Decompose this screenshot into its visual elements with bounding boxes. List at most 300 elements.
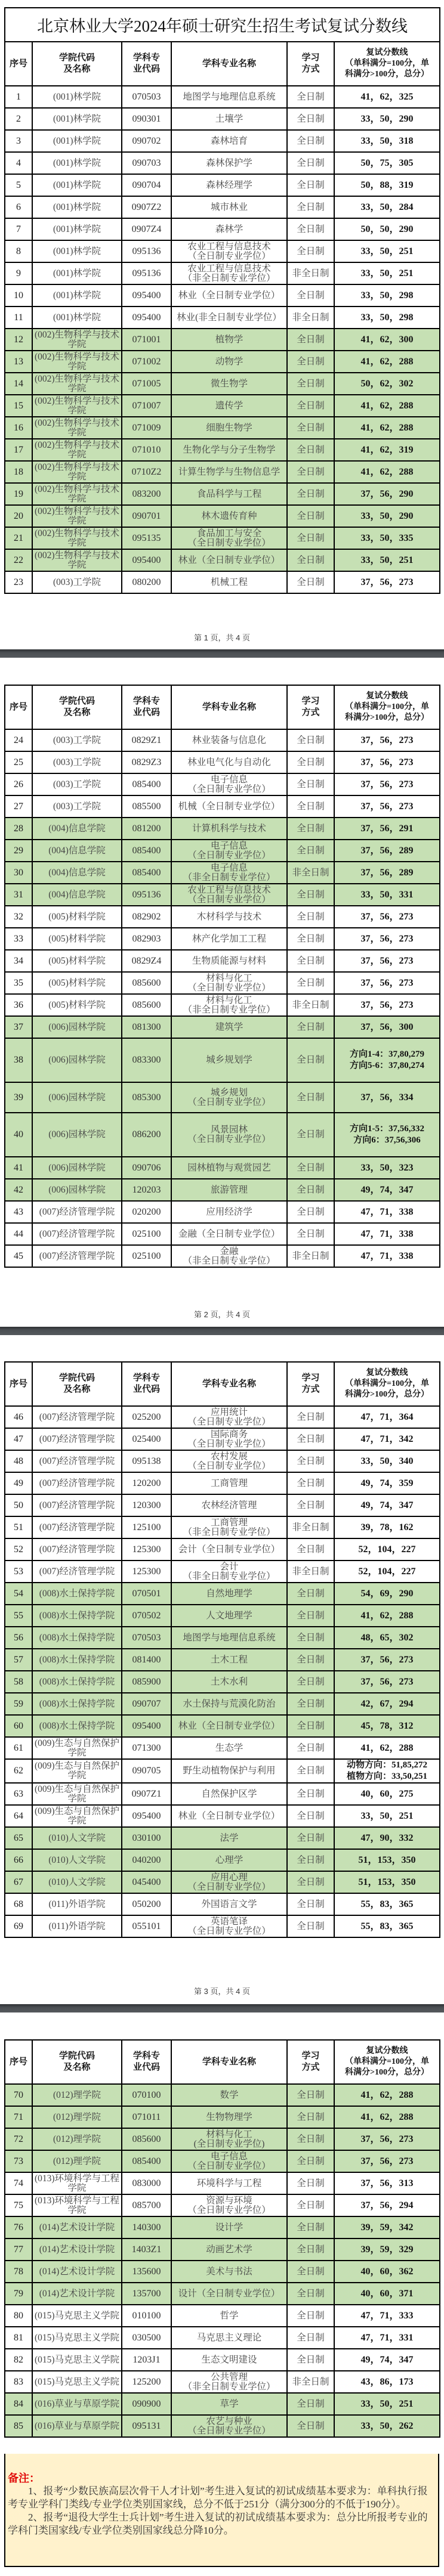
cell-college: (001)林学院 [32,284,122,306]
cell-major: 环境科学与工程 [171,2172,287,2194]
cell-college: (005)材料学院 [32,906,122,928]
table-body-page-1 [5,86,440,593]
cell-major: 农业工程与信息技术 （非全日制专业学位） [171,262,287,284]
cell-major: 林产化学加工工程 [171,928,287,950]
cell-code: 045400 [122,1871,171,1893]
table-row [5,461,440,483]
cell-score: 方向1-5：37,56,332 方向6：37,56,306 [334,1113,440,1157]
table-row [5,1783,440,1805]
cell-score: 41，62，288 [334,2084,440,2106]
cell-major: 金融 （非全日制专业学位） [171,1245,287,1267]
cell-code: 095136 [122,884,171,906]
cell-mode: 全日制 [287,2238,334,2261]
table-row [5,284,440,306]
cell-no: 8 [5,240,32,262]
cell-major: 电子信息 （非全日制专业学位） [171,862,287,884]
cell-major: 机械（全日制专业学位） [171,795,287,818]
cell-code: 025400 [122,1428,171,1450]
cell-college: (006)园林学院 [32,1038,122,1082]
cell-score: 33，50，335 [334,527,440,549]
cell-score: 37，56，273 [334,751,440,773]
cell-mode: 全日制 [287,505,334,527]
cell-college: (001)林学院 [32,240,122,262]
table-header [5,685,440,729]
table-row [5,1649,440,1671]
cell-major: 应用统计 （全日制专业学位） [171,1406,287,1428]
cell-code: 071011 [122,2106,171,2128]
header-row [5,1362,440,1406]
cell-code: 0710Z2 [122,461,171,483]
cell-score: 41，62，325 [334,86,440,108]
cell-major: 林业(非全日制专业学位） [171,306,287,329]
table-row [5,1561,440,1583]
cell-college: (009)生态与自然保护学院 [32,1805,122,1827]
cell-mode: 全日制 [287,1583,334,1605]
cell-no: 38 [5,1038,32,1082]
cell-score: 50，62，302 [334,373,440,395]
cell-mode: 全日制 [287,950,334,972]
cell-no: 57 [5,1649,32,1671]
cell-mode: 全日制 [287,1605,334,1627]
cell-college: (008)水土保持学院 [32,1715,122,1737]
cell-mode: 非全日制 [287,1245,334,1267]
cell-code: 120300 [122,1494,171,1516]
table-row [5,1737,440,1759]
cell-no: 51 [5,1516,32,1538]
cell-mode: 全日制 [287,2415,334,2437]
cell-college: (002)生物科学与技术学院 [32,461,122,483]
table-row [5,2349,440,2371]
cell-code: 085900 [122,1671,171,1693]
cell-college: (010)人文学院 [32,1849,122,1871]
cell-score: 40，60，371 [334,2283,440,2305]
table-row [5,1627,440,1649]
cell-score: 37，56，273 [334,972,440,994]
cell-no: 63 [5,1783,32,1805]
cell-code: 095400 [122,284,171,306]
cell-college: (008)水土保持学院 [32,1605,122,1627]
cell-major: 食品科学与工程 [171,483,287,505]
cell-major: 土木水利 [171,1671,287,1693]
cell-college: (007)经济管理学院 [32,1245,122,1267]
cell-college: (002)生物科学与技术学院 [32,329,122,351]
cell-college: (007)经济管理学院 [32,1561,122,1583]
table-row [5,174,440,196]
header-row [5,2040,440,2084]
cell-college: (004)信息学院 [32,840,122,862]
cell-code: 082903 [122,928,171,950]
cell-code: 081400 [122,1649,171,1671]
table-row [5,395,440,417]
cell-code: 020200 [122,1201,171,1223]
cell-mode: 非全日制 [287,1516,334,1538]
cell-code: 0829Z1 [122,729,171,751]
table-row [5,2238,440,2261]
cell-college: (002)生物科学与技术学院 [32,527,122,549]
cell-college: (014)艺术设计学院 [32,2261,122,2283]
cell-no: 72 [5,2128,32,2150]
table-row [5,972,440,994]
cell-major: 细胞生物学 [171,417,287,439]
cell-college: (014)艺术设计学院 [32,2238,122,2261]
cell-code: 040200 [122,1849,171,1871]
table-row [5,950,440,972]
cell-score: 37，56，334 [334,1082,440,1113]
cell-code: 070100 [122,2084,171,2106]
cell-major: 林业装备与信息化 [171,729,287,751]
table-row [5,1915,440,1937]
cell-mode: 全日制 [287,1783,334,1805]
cell-major: 工商管理 （非全日制专业学位） [171,1516,287,1538]
cell-score: 42，67，294 [334,1693,440,1715]
cell-college: (010)人文学院 [32,1871,122,1893]
cell-code: 085600 [122,994,171,1016]
cell-code: 025200 [122,1406,171,1428]
cell-college: (014)艺术设计学院 [32,2216,122,2238]
cell-code: 120203 [122,1179,171,1201]
cell-college: (007)经济管理学院 [32,1472,122,1494]
cell-college: (004)信息学院 [32,862,122,884]
table-row [5,2194,440,2216]
cell-no: 22 [5,549,32,571]
cell-code: 0907Z2 [122,196,171,218]
cell-score: 49，74，359 [334,1472,440,1494]
cell-college: (001)林学院 [32,108,122,130]
cell-major: 哲学 [171,2305,287,2327]
table-row [5,571,440,593]
cell-code: 070501 [122,1583,171,1605]
cell-code: 071009 [122,417,171,439]
cell-no: 6 [5,196,32,218]
cell-code: 095136 [122,262,171,284]
table-row [5,2415,440,2437]
cell-score: 33，50，298 [334,306,440,329]
cell-no: 77 [5,2238,32,2261]
cell-mode: 全日制 [287,439,334,461]
cell-no: 37 [5,1016,32,1038]
cell-mode: 全日制 [287,1406,334,1428]
cell-mode: 全日制 [287,461,334,483]
cell-college: (001)林学院 [32,262,122,284]
cell-major: 会计（全日制专业学位） [171,1538,287,1561]
cell-code: 0907Z1 [122,1783,171,1805]
cell-mode: 全日制 [287,884,334,906]
cell-no: 1 [5,86,32,108]
header-code: 学科专 业代码 [122,2040,171,2084]
cell-no: 76 [5,2216,32,2238]
table-row [5,2216,440,2238]
cell-major: 法学 [171,1827,287,1849]
cell-college: (010)人文学院 [32,1827,122,1849]
cell-college: (003)工学院 [32,795,122,818]
cell-mode: 全日制 [287,240,334,262]
cell-college: (012)理学院 [32,2150,122,2172]
cell-major: 森林保护学 [171,152,287,174]
cell-mode: 全日制 [287,2106,334,2128]
cell-score: 33，50，298 [334,284,440,306]
cell-mode: 全日制 [287,284,334,306]
cell-score: 39，59，329 [334,2238,440,2261]
table-row [5,1245,440,1267]
cell-score: 55，83，365 [334,1893,440,1915]
cell-no: 82 [5,2349,32,2371]
table-row [5,108,440,130]
cell-major: 人文地理学 [171,1605,287,1627]
table-row [5,1157,440,1179]
cell-score: 33，50，331 [334,884,440,906]
cell-score: 37，56，273 [334,1649,440,1671]
cell-mode: 全日制 [287,2261,334,2283]
cell-score: 47，71，338 [334,1223,440,1245]
cell-major: 公共管理 （非全日制专业学位） [171,2371,287,2393]
table-row [5,1082,440,1113]
cell-mode: 全日制 [287,1428,334,1450]
cell-college: (009)生态与自然保护学院 [32,1759,122,1783]
table-row [5,306,440,329]
cell-code: 071007 [122,395,171,417]
table-row [5,86,440,108]
cell-score: 49，74，347 [334,1179,440,1201]
cell-major: 动物学 [171,351,287,373]
cell-code: 071005 [122,373,171,395]
table-row [5,1538,440,1561]
cell-code: 095135 [122,527,171,549]
cell-college: (007)经济管理学院 [32,1450,122,1472]
cell-code: 085300 [122,1082,171,1113]
cell-no: 28 [5,818,32,840]
header-code: 学科专 业代码 [122,42,171,86]
cell-college: (008)水土保持学院 [32,1583,122,1605]
header-row [5,685,440,729]
cell-mode: 全日制 [287,1113,334,1157]
cell-mode: 全日制 [287,840,334,862]
cell-score: 40，60，275 [334,1783,440,1805]
cell-major: 计算生物学与生物信息学 [171,461,287,483]
cell-no: 66 [5,1849,32,1871]
cell-score: 52，104，227 [334,1561,440,1583]
cell-mode: 全日制 [287,1915,334,1937]
cell-no: 25 [5,751,32,773]
cell-score: 49，74，347 [334,2349,440,2371]
cell-college: (016)草业与草原学院 [32,2393,122,2415]
cell-no: 80 [5,2305,32,2327]
cell-no: 23 [5,571,32,593]
cell-score: 37，56，290 [334,483,440,505]
table-row [5,218,440,240]
header-no: 序号 [5,42,32,86]
cell-code: 095131 [122,2415,171,2437]
cell-code: 025100 [122,1245,171,1267]
cell-code: 085500 [122,795,171,818]
cell-major: 植物学 [171,329,287,351]
cell-score: 37，56，273 [334,950,440,972]
cell-code: 0829Z3 [122,751,171,773]
cell-major: 农林经济管理 [171,1494,287,1516]
cell-college: (001)林学院 [32,218,122,240]
header-code: 学科专 业代码 [122,1362,171,1406]
cell-no: 49 [5,1472,32,1494]
cell-major: 食品加工与安全 （全日制专业学位） [171,527,287,549]
cell-college: (008)水土保持学院 [32,1671,122,1693]
cell-no: 5 [5,174,32,196]
cell-no: 78 [5,2261,32,2283]
cell-no: 52 [5,1538,32,1561]
cell-major: 生物质能源与材料 [171,950,287,972]
page-separator [0,1327,444,1335]
cell-score: 37，56，273 [334,571,440,593]
cell-code: 0829Z4 [122,950,171,972]
table-row [5,1715,440,1737]
header-score: 复试分数线 （单科满分=100分，单 科满分>100分，总分） [334,685,440,729]
cell-score: 33，50，290 [334,108,440,130]
cell-code: 071001 [122,329,171,351]
cell-score: 37，56，300 [334,1016,440,1038]
table-row [5,2172,440,2194]
cell-mode: 全日制 [287,2283,334,2305]
note-item-2: 2、报考“退役大学生士兵计划”考生进入复试的初试成绩基本要求为：总分比所报考专业的学科门类国家线/专业学位类别国家线总分降10分。 [8,2512,428,2536]
cell-no: 4 [5,152,32,174]
header-no: 序号 [5,1362,32,1406]
cell-mode: 全日制 [287,906,334,928]
cell-college: (001)林学院 [32,306,122,329]
cell-score: 37，56，289 [334,840,440,862]
cell-score: 47，71，364 [334,1406,440,1428]
table-row [5,483,440,505]
cell-no: 21 [5,527,32,549]
table-row [5,130,440,152]
cell-major: 木材科学与技术 [171,906,287,928]
cell-no: 50 [5,1494,32,1516]
cell-major: 森林学 [171,218,287,240]
cell-score: 41，62，288 [334,395,440,417]
cell-code: 125200 [122,2371,171,2393]
cell-no: 56 [5,1627,32,1649]
cell-mode: 全日制 [287,152,334,174]
cell-mode: 全日制 [287,1082,334,1113]
cell-major: 森林经理学 [171,174,287,196]
table-row [5,329,440,351]
cell-college: (004)信息学院 [32,818,122,840]
cell-code: 1403Z1 [122,2238,171,2261]
cell-code: 095138 [122,1450,171,1472]
cell-code: 071010 [122,439,171,461]
cell-college: (003)工学院 [32,729,122,751]
cell-no: 65 [5,1827,32,1849]
cell-score: 41，62，319 [334,439,440,461]
cell-major: 会计 （非全日制专业学位） [171,1561,287,1583]
cell-mode: 全日制 [287,373,334,395]
table-row [5,1871,440,1893]
cell-no: 42 [5,1179,32,1201]
cell-no: 83 [5,2371,32,2393]
cell-college: (007)经济管理学院 [32,1201,122,1223]
cell-no: 58 [5,1671,32,1693]
header-major: 学科专业名称 [171,2040,287,2084]
cell-score: 41，62，300 [334,329,440,351]
cell-score: 39，59，342 [334,2216,440,2238]
cell-major: 电子信息 （全日制专业学位） [171,840,287,862]
cell-no: 32 [5,906,32,928]
header-college: 学院代码 及名称 [32,1362,122,1406]
cell-score: 47，71，331 [334,2327,440,2349]
table-row [5,729,440,751]
cell-score: 39，78，162 [334,1516,440,1538]
cell-college: (007)经济管理学院 [32,1223,122,1245]
cell-no: 34 [5,950,32,972]
cell-code: 010100 [122,2305,171,2327]
cell-college: (011)外语学院 [32,1915,122,1937]
cell-code: 083000 [122,2172,171,2194]
cell-score: 49，74，347 [334,1494,440,1516]
cell-college: (005)材料学院 [32,928,122,950]
cell-score: 47，71，333 [334,2305,440,2327]
cell-major: 设计（全日制专业学位） [171,2283,287,2305]
cell-college: (014)艺术设计学院 [32,2283,122,2305]
cell-mode: 全日制 [287,1472,334,1494]
table-row [5,1516,440,1538]
table-row [5,1583,440,1605]
cell-score: 47，71，338 [334,1245,440,1267]
cell-no: 31 [5,884,32,906]
cell-code: 120200 [122,1472,171,1494]
cell-mode: 全日制 [287,1450,334,1472]
table-row [5,840,440,862]
cell-college: (008)水土保持学院 [32,1693,122,1715]
cell-mode: 全日制 [287,773,334,795]
cell-code: 050200 [122,1893,171,1915]
cell-college: (002)生物科学与技术学院 [32,351,122,373]
cell-college: (002)生物科学与技术学院 [32,439,122,461]
cell-mode: 全日制 [287,351,334,373]
cell-code: 095400 [122,1715,171,1737]
table-row [5,2283,440,2305]
cell-college: (002)生物科学与技术学院 [32,417,122,439]
cell-no: 29 [5,840,32,862]
cell-no: 9 [5,262,32,284]
cell-major: 建筑学 [171,1016,287,1038]
cell-major: 材料与化工 （全日制专业学位） [171,972,287,994]
cell-mode: 全日制 [287,395,334,417]
table-row [5,1693,440,1715]
cell-code: 0907Z4 [122,218,171,240]
cell-score: 37，56，273 [334,906,440,928]
cell-score: 40，60，362 [334,2261,440,2283]
cell-college: (006)园林学院 [32,1113,122,1157]
table-header [5,2040,440,2084]
score-table-page-4 [4,2039,440,2438]
cell-score: 33，50，284 [334,196,440,218]
cell-college: (016)草业与草原学院 [32,2415,122,2437]
cell-no: 2 [5,108,32,130]
cell-code: 082902 [122,906,171,928]
cell-code: 125300 [122,1538,171,1561]
table-row [5,1223,440,1245]
cell-score: 41，62，288 [334,1737,440,1759]
cell-no: 55 [5,1605,32,1627]
cell-mode: 全日制 [287,1494,334,1516]
cell-no: 64 [5,1805,32,1827]
cell-score: 33，50，251 [334,1805,440,1827]
cell-no: 41 [5,1157,32,1179]
cell-major: 林木遗传育种 [171,505,287,527]
cell-code: 025100 [122,1223,171,1245]
cell-no: 3 [5,130,32,152]
cell-no: 12 [5,329,32,351]
cell-major: 城乡规划 （全日制专业学位） [171,1082,287,1113]
cell-code: 085400 [122,840,171,862]
cell-code: 085400 [122,2150,171,2172]
cell-no: 33 [5,928,32,950]
